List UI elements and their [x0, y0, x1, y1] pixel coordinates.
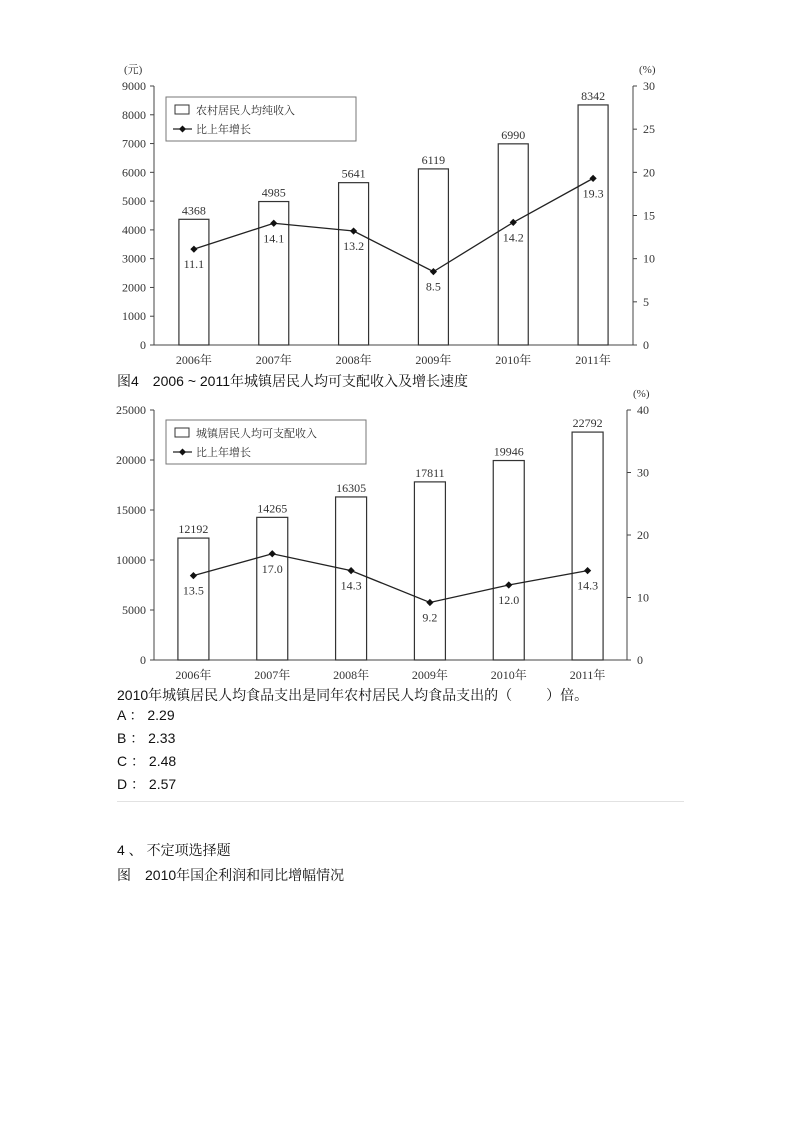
figure-title: 图 2010年国企利润和同比增幅情况: [117, 867, 345, 883]
bar: [339, 183, 369, 345]
left-axis-tick-label: 7000: [122, 136, 146, 151]
x-tick-label: 2006年: [175, 668, 212, 682]
growth-line: [194, 178, 593, 271]
right-axis-tick-label: 40: [637, 403, 649, 417]
x-tick-label: 2006年: [175, 353, 212, 367]
bar-value-label: 6119: [421, 152, 446, 167]
right-axis-unit: (%): [639, 64, 656, 76]
x-tick-label: 2011年: [569, 668, 606, 682]
bar-value-label: 19946: [493, 444, 524, 459]
legend-bar-label: 农村居民人均纯收入: [196, 105, 295, 117]
right-axis-tick-label: 10: [637, 590, 649, 605]
bar: [178, 538, 209, 660]
right-axis-tick-label: 0: [643, 338, 649, 352]
left-axis-tick-label: 4000: [122, 222, 146, 237]
bar-value-label: 12192: [178, 522, 209, 537]
urban-income-chart: [0, 388, 800, 683]
bar: [578, 105, 608, 345]
option-c[interactable]: C ： 2.48: [117, 753, 177, 769]
bar: [414, 482, 445, 660]
bar: [572, 432, 603, 660]
left-axis-tick-label: 15000: [116, 503, 146, 517]
x-tick-label: 2007年: [255, 353, 292, 367]
legend-bar-label: 城镇居民人均可支配收入: [196, 428, 317, 440]
right-axis-tick-label: 0: [637, 653, 643, 667]
legend-line-label: 比上年增长: [196, 124, 251, 136]
right-axis-tick-label: 20: [643, 165, 655, 180]
growth-value-label: 13.5: [182, 583, 204, 598]
growth-line: [193, 554, 587, 603]
right-axis-tick-label: 5: [643, 294, 649, 309]
bar: [493, 461, 524, 660]
left-axis-tick-label: 10000: [116, 553, 146, 567]
legend-box: [166, 97, 356, 141]
growth-value-label: 14.2: [502, 230, 524, 245]
left-axis-tick-label: 5000: [122, 603, 146, 617]
x-tick-label: 2011年: [575, 353, 611, 367]
right-axis-tick-label: 20: [637, 528, 649, 542]
growth-value-label: 14.3: [340, 578, 362, 593]
question-text-before: 2010年城镇居民人均食品支出是同年农村居民人均食品支出的（: [117, 687, 513, 703]
option-a[interactable]: A ： 2.29: [117, 707, 175, 723]
left-axis-unit: (元): [124, 64, 143, 76]
right-axis-tick-label: 30: [643, 79, 655, 93]
option-d[interactable]: D ： 2.57: [117, 776, 177, 792]
bar-value-label: 6990: [501, 127, 526, 142]
bar-value-label: 22792: [572, 416, 603, 431]
right-axis-tick-label: 25: [643, 122, 655, 137]
left-axis-tick-label: 5000: [122, 194, 146, 209]
bar-value-label: 4368: [181, 203, 206, 218]
bar-value-label: 8342: [581, 88, 606, 103]
right-axis-unit: (%): [633, 388, 650, 400]
growth-value-label: 19.3: [582, 186, 604, 201]
left-axis-tick-label: 8000: [122, 107, 146, 122]
right-axis-tick-label: 10: [643, 251, 655, 266]
x-tick-label: 2009年: [411, 668, 448, 682]
question-text: [117, 685, 588, 705]
bar-value-label: 16305: [336, 480, 367, 495]
left-axis-tick-label: 20000: [116, 453, 146, 467]
x-tick-label: 2008年: [333, 668, 370, 682]
legend-bar-swatch: [175, 105, 189, 114]
legend-line-label: 比上年增长: [196, 447, 251, 459]
bar: [179, 219, 209, 345]
x-tick-label: 2007年: [254, 668, 291, 682]
left-axis-tick-label: 6000: [122, 165, 146, 180]
left-axis-tick-label: 3000: [122, 251, 146, 266]
x-tick-label: 2008年: [335, 353, 372, 367]
rural-income-chart: [0, 52, 800, 382]
growth-value-label: 8.5: [425, 279, 441, 294]
x-tick-label: 2009年: [415, 353, 452, 367]
figure-4-caption: 图4 2006 ~ 2011年城镇居民人均可支配收入及增长速度: [117, 373, 468, 389]
option-b[interactable]: B ： 2.33: [117, 730, 176, 746]
right-axis-tick-label: 30: [637, 465, 649, 480]
bar-value-label: 14265: [257, 501, 288, 516]
growth-value-label: 14.1: [263, 231, 285, 246]
bar: [257, 517, 288, 660]
divider: [117, 801, 684, 802]
growth-value-label: 17.0: [261, 561, 283, 576]
growth-value-label: 14.3: [577, 578, 599, 593]
question-text-after: ）倍。: [546, 687, 589, 703]
left-axis-tick-label: 9000: [122, 79, 146, 93]
left-axis-tick-label: 1000: [122, 309, 146, 324]
x-tick-label: 2010年: [495, 353, 532, 367]
bar-value-label: 5641: [341, 166, 366, 181]
left-axis-tick-label: 25000: [116, 403, 146, 417]
bar-value-label: 4985: [261, 185, 286, 200]
growth-value-label: 11.1: [183, 257, 205, 272]
right-axis-tick-label: 15: [643, 208, 655, 223]
legend-bar-swatch: [175, 428, 189, 437]
growth-value-label: 9.2: [422, 610, 438, 625]
left-axis-tick-label: 2000: [122, 280, 146, 295]
section-title: 4 、 不定项选择题: [117, 842, 231, 858]
bar: [418, 169, 448, 345]
growth-value-label: 12.0: [498, 593, 520, 607]
x-tick-label: 2010年: [490, 668, 527, 682]
left-axis-tick-label: 0: [140, 653, 146, 667]
bar-value-label: 17811: [415, 465, 445, 480]
left-axis-tick-label: 0: [140, 338, 146, 352]
growth-value-label: 13.2: [343, 239, 365, 254]
